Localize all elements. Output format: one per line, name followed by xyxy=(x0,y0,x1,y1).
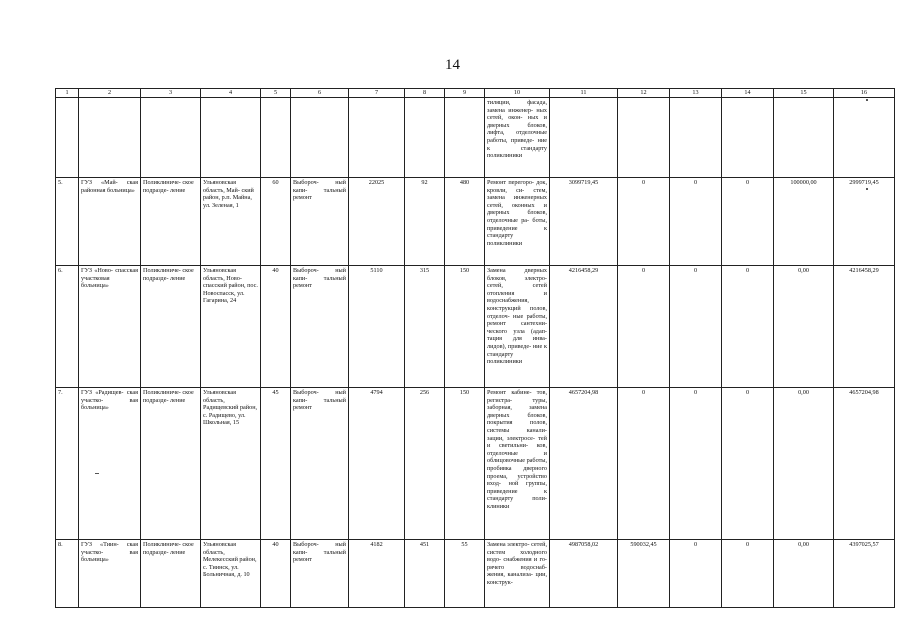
table-row xyxy=(56,540,895,608)
table-row xyxy=(56,266,895,388)
value-col-12: 0 xyxy=(618,388,670,540)
table-row xyxy=(56,178,895,266)
works-description: Замена электро- сетей, систем холодного водо- снабжения и го- рячего водоснаб- жения, канализа- ции, конструк- xyxy=(485,540,550,608)
value-col-7: 4794 xyxy=(349,388,405,540)
repair-type: Выбороч- ный капи- тальный ремонт xyxy=(291,540,349,608)
unit-type: Поликлиниче- ское подразде- ление xyxy=(141,266,201,388)
scan-speck xyxy=(866,188,868,190)
works-description: Ремонт кабине- тов, регистра- туры, заборная, замена дверных блоков, покрытия полов, системы канали- зации, электросе- тей и светильни- ков, отделочные и облицовочные работы, пробивка дверного проема, устройство вход- ной группы, приведение к стандарту поли- клиники xyxy=(485,388,550,540)
column-number: 7 xyxy=(349,89,405,98)
value-col-5: 40 xyxy=(261,540,291,608)
column-number: 11 xyxy=(550,89,618,98)
column-number: 10 xyxy=(485,89,550,98)
value-col-15: 0,00 xyxy=(774,266,834,388)
institution-name: ГУЗ «Радищев- ская участко- вая больница» xyxy=(79,388,141,540)
value-col-12: 590032,45 xyxy=(618,540,670,608)
value-col-5: 60 xyxy=(261,178,291,266)
works-description: Замена дверных блоков, электро- сетей, сетей отопления и водоснабжения, конструкций полов, отделоч- ные работы, ремонт сантехни- ческого узла (адап- тация для инва- лидов), приведе- ние к стандарту поликлиники xyxy=(485,266,550,388)
column-number: 15 xyxy=(774,89,834,98)
scan-speck xyxy=(95,473,99,474)
value-col-15: 0,00 xyxy=(774,388,834,540)
total-cost: 4987058,02 xyxy=(550,540,618,608)
institution-name: ГУЗ «Ново- спасская участковая больница» xyxy=(79,266,141,388)
column-number: 4 xyxy=(201,89,261,98)
value-col-9: 480 xyxy=(445,178,485,266)
value-col-7: 5110 xyxy=(349,266,405,388)
column-number: 13 xyxy=(670,89,722,98)
value-col-13: 0 xyxy=(670,178,722,266)
column-number: 8 xyxy=(405,89,445,98)
value-col-9: 150 xyxy=(445,266,485,388)
value-col-16: 4397025,57 xyxy=(834,540,895,608)
repair-type: Выбороч- ный капи- тальный ремонт xyxy=(291,266,349,388)
row-number: 8. xyxy=(56,540,79,608)
value-col-16: 4657204,98 xyxy=(834,388,895,540)
institution-name: ГУЗ «Май- ская районная больница» xyxy=(79,178,141,266)
repair-type: Выбороч- ный капи- тальный ремонт xyxy=(291,388,349,540)
value-col-9: 150 xyxy=(445,388,485,540)
value-col-7: 4182 xyxy=(349,540,405,608)
continuation-row xyxy=(56,98,895,178)
column-number: 5 xyxy=(261,89,291,98)
value-col-15: 0,00 xyxy=(774,540,834,608)
value-col-5: 40 xyxy=(261,266,291,388)
repair-register-table xyxy=(55,88,895,608)
value-col-14: 0 xyxy=(722,178,774,266)
value-col-16: 4216458,29 xyxy=(834,266,895,388)
value-col-7: 22025 xyxy=(349,178,405,266)
row-number: 5. xyxy=(56,178,79,266)
value-col-14: 0 xyxy=(722,540,774,608)
address: Ульяновская область, Мелекесский район, с. Тиинск, ул. Больничная, д. 10 xyxy=(201,540,261,608)
column-number: 6 xyxy=(291,89,349,98)
unit-type: Поликлиниче- ское подразде- ление xyxy=(141,388,201,540)
value-col-14: 0 xyxy=(722,266,774,388)
column-number: 9 xyxy=(445,89,485,98)
value-col-16: 2999719,45 xyxy=(834,178,895,266)
total-cost: 3099719,45 xyxy=(550,178,618,266)
value-col-8: 256 xyxy=(405,388,445,540)
address: Ульяновская область, Май- ский район, р.п. Майна, ул. Зеленая, 1 xyxy=(201,178,261,266)
value-col-14: 0 xyxy=(722,388,774,540)
column-number: 16 xyxy=(834,89,895,98)
value-col-8: 92 xyxy=(405,178,445,266)
column-number: 12 xyxy=(618,89,670,98)
unit-type: Поликлиниче- ское подразде- ление xyxy=(141,540,201,608)
column-number: 1 xyxy=(56,89,79,98)
scan-speck xyxy=(866,99,868,101)
value-col-15: 100000,00 xyxy=(774,178,834,266)
page-number: 14 xyxy=(445,57,460,73)
repair-type: Выбороч- ный капи- тальный ремонт xyxy=(291,178,349,266)
total-cost: 4216458,29 xyxy=(550,266,618,388)
column-number: 3 xyxy=(141,89,201,98)
value-col-5: 45 xyxy=(261,388,291,540)
unit-type: Поликлиниче- ское подразде- ление xyxy=(141,178,201,266)
address: Ульяновская область, Радищевский район, с. Радищево, ул. Школьная, 15 xyxy=(201,388,261,540)
value-col-8: 315 xyxy=(405,266,445,388)
value-col-12: 0 xyxy=(618,178,670,266)
total-cost: 4657204,98 xyxy=(550,388,618,540)
column-number: 2 xyxy=(79,89,141,98)
value-col-13: 0 xyxy=(670,266,722,388)
column-number-row xyxy=(56,89,895,98)
value-col-12: 0 xyxy=(618,266,670,388)
value-col-13: 0 xyxy=(670,540,722,608)
institution-name: ГУЗ «Тиин- ская участко- вая больница» xyxy=(79,540,141,608)
row-number: 6. xyxy=(56,266,79,388)
works-description: Ремонт перегоро- док, кровли, си- стем, замена инженерных сетей, оконных и дверных блоков, отделочные ра- боты, приведение к стандарту поликлиники xyxy=(485,178,550,266)
value-col-9: 55 xyxy=(445,540,485,608)
works-description: тиляции, фасада, замена инженер- ных сетей, окон- ных и дверных блоков, лифта, отделочные работы, приведе- ние к стандарту поликлиники xyxy=(485,98,550,178)
column-number: 14 xyxy=(722,89,774,98)
table-row xyxy=(56,388,895,540)
value-col-8: 451 xyxy=(405,540,445,608)
address: Ульяновская область, Ново- спасский район, пос. Новоспасск, ул. Гагарина, 24 xyxy=(201,266,261,388)
value-col-13: 0 xyxy=(670,388,722,540)
row-number: 7. xyxy=(56,388,79,540)
